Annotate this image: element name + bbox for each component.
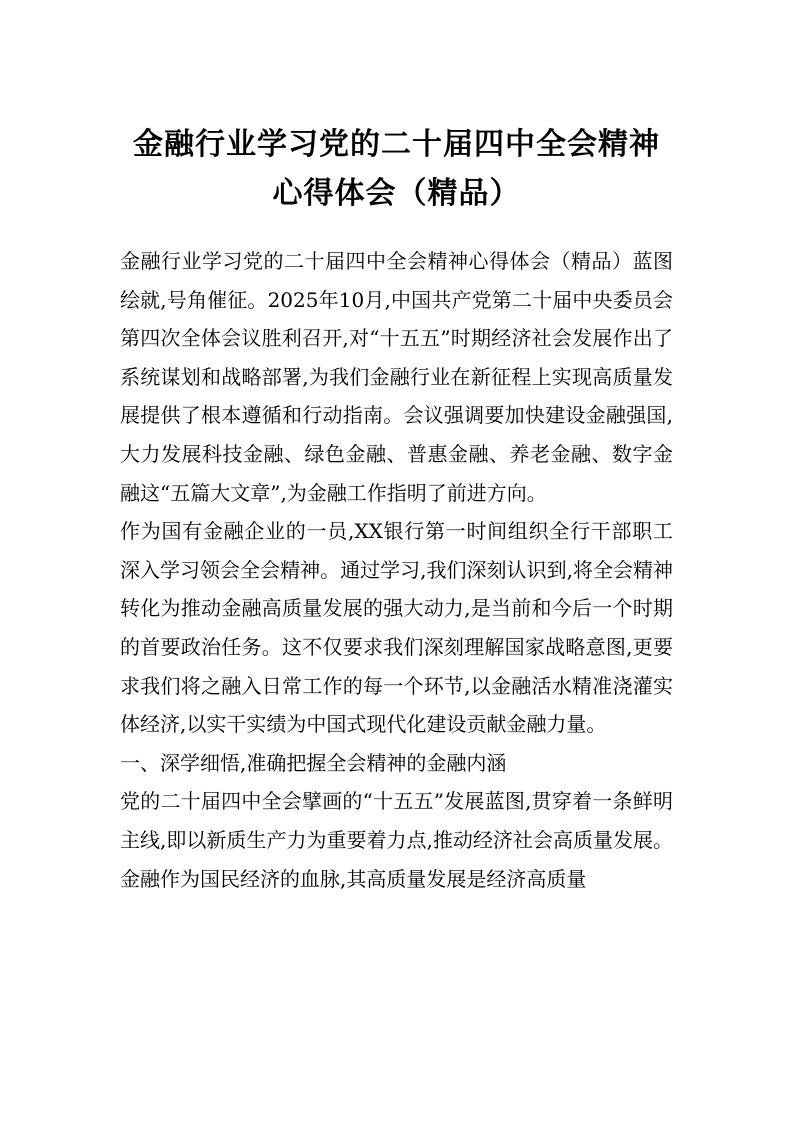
body-paragraph-bank: 作为国有金融企业的一员,XX银行第一时间组织全行干部职工深入学习领会全会精神。通过学习,我们深刻认识到,将全会精神转化为推动金融高质量发展的强大动力,是当前和今后一个时期的首要政治任务。这不仅要求我们深刻理解国家战略意图,更要求我们将之融入日常工作的每一个环节,以金融活水精准浇灌实体经济,以实干实绩为中国式现代化建设贡献金融力量。 <box>120 519 673 737</box>
section-heading-1: 一、深学细悟,准确把握全会精神的金融内涵 <box>120 750 507 775</box>
body-paragraph-section-1: 党的二十届四中全会擘画的“十五五”发展蓝图,贯穿着一条鲜明主线,即以新质生产力为重要着力点,推动经济社会高质量发展。金融作为国民经济的血脉,其高质量发展是经济高质量 <box>120 789 673 891</box>
document-body <box>120 242 673 898</box>
body-paragraph-intro: 金融行业学习党的二十届四中全会精神心得体会（精品）蓝图绘就,号角催征。2025年10月,中国共产党第二十届中央委员会第四次全体会议胜利召开,对“十五五”时期经济社会发展作出了系统谋划和战略部署,为我们金融行业在新征程上实现高质量发展提供了根本遵循和行动指南。会议强调要加快建设金融强国,大力发展科技金融、绿色金融、普惠金融、养老金融、数字金融这“五篇大文章”,为金融工作指明了前进方向。 <box>120 249 673 505</box>
document-title: 金融行业学习党的二十届四中全会精神心得体会（精品） <box>133 127 660 211</box>
